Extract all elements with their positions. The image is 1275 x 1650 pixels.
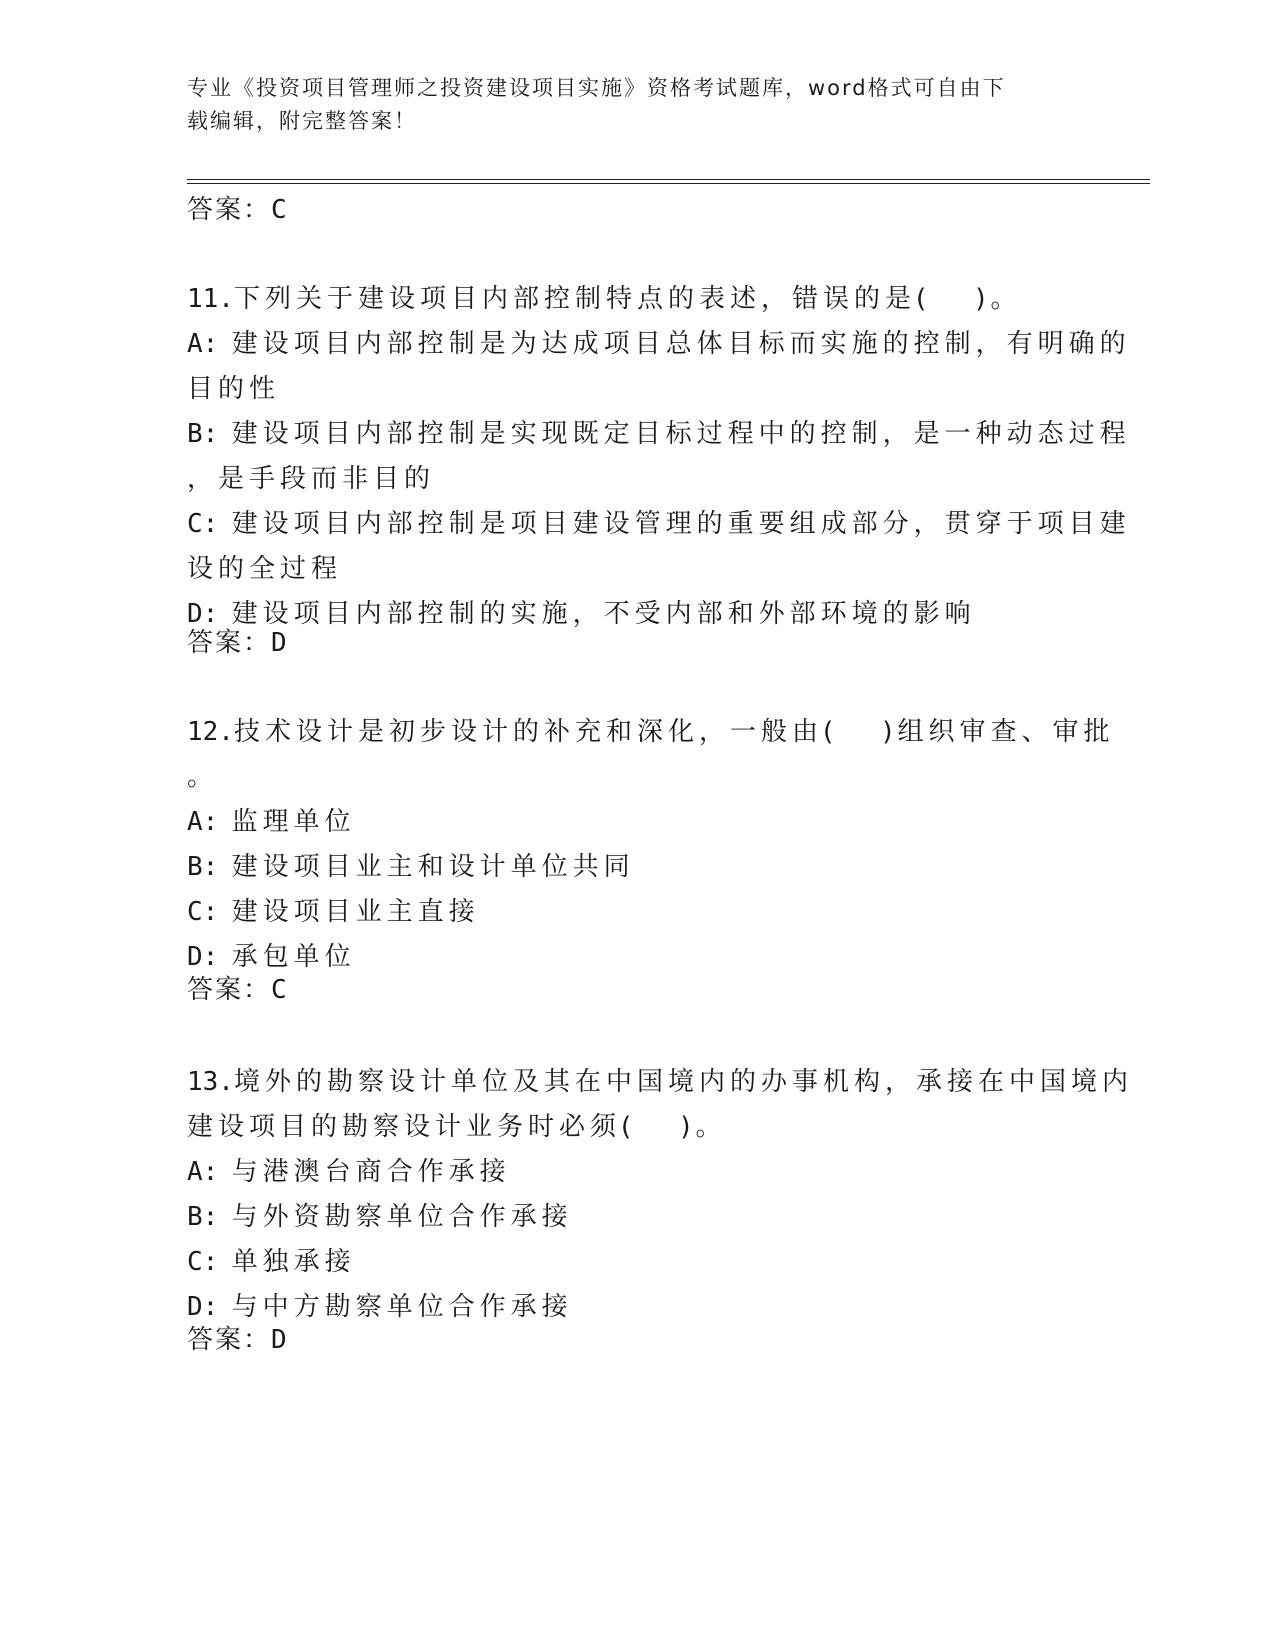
question-number: 11. — [187, 284, 234, 314]
answer-value: C — [271, 975, 289, 1005]
stem-line: 境外的勘察设计单位及其在中国境内的办事机构，承接在中国境内 — [233, 1067, 1133, 1097]
header-divider-top — [187, 179, 1150, 180]
question-stem — [187, 277, 1077, 322]
header-divider-bottom — [187, 183, 1150, 184]
stem-line: 下列关于建设项目内部控制特点的表述，错误的是( )。 — [233, 284, 1022, 314]
option-text: 建设项目内部控制的实施，不受内部和外部环境的影响 — [231, 599, 976, 629]
option-key: B: — [187, 419, 219, 449]
option-key: D: — [187, 1292, 219, 1322]
answer-value: D — [271, 1325, 289, 1355]
option-a — [187, 800, 1077, 845]
answer-12 — [187, 975, 289, 1005]
answer-label: 答案： — [187, 628, 272, 658]
option-a — [187, 1150, 1077, 1195]
option-text: 建设项目内部控制是实现既定目标过程中的控制，是一种动态过程 — [231, 419, 1131, 449]
option-d — [187, 592, 1077, 637]
option-text: 单独承接 — [231, 1247, 356, 1277]
option-text: 与港澳台商合作承接 — [231, 1157, 511, 1187]
option-key: A: — [187, 329, 219, 359]
answer-13 — [187, 1325, 289, 1355]
option-key: A: — [187, 807, 219, 837]
answer-value: D — [271, 628, 289, 658]
question-13 — [187, 1060, 1133, 1330]
option-b-cont: ，是手段而非目的 — [187, 464, 436, 494]
option-key: B: — [187, 1202, 219, 1232]
option-text: 与中方勘察单位合作承接 — [231, 1292, 573, 1322]
option-text: 建设项目业主直接 — [231, 897, 480, 927]
option-text: 承包单位 — [231, 942, 356, 972]
option-b — [187, 1195, 1077, 1240]
question-stem — [187, 1060, 1133, 1105]
question-number: 13. — [187, 1067, 234, 1097]
option-b — [187, 412, 1131, 457]
option-a — [187, 322, 1131, 367]
prev-answer — [187, 195, 289, 225]
question-stem — [187, 710, 1115, 755]
option-key: A: — [187, 1157, 219, 1187]
answer-11 — [187, 628, 289, 658]
option-a-cont: 目的性 — [187, 374, 281, 404]
option-text: 监理单位 — [231, 807, 356, 837]
option-d — [187, 935, 1077, 980]
option-c-cont: 设的全过程 — [187, 554, 343, 584]
question-12 — [187, 710, 1115, 980]
option-key: D: — [187, 599, 219, 629]
stem-line-2: 。 — [187, 762, 219, 792]
option-key: C: — [187, 509, 219, 539]
question-11 — [187, 277, 1131, 637]
document-header — [187, 72, 1067, 138]
header-line-2: 载编辑，附完整答案！ — [187, 109, 417, 133]
option-b — [187, 845, 1077, 890]
stem-line-2: 建设项目的勘察设计业务时必须( )。 — [187, 1112, 727, 1142]
option-c — [187, 1240, 1077, 1285]
option-key: D: — [187, 942, 219, 972]
answer-value: C — [271, 195, 289, 225]
option-text: 与外资勘察单位合作承接 — [231, 1202, 573, 1232]
option-key: C: — [187, 1247, 219, 1277]
header-line-1: 专业《投资项目管理师之投资建设项目实施》资格考试题库，word格式可自由下 — [187, 76, 1006, 100]
option-c — [187, 890, 1077, 935]
option-text: 建设项目内部控制是项目建设管理的重要组成部分，贯穿于项目建 — [231, 509, 1131, 539]
option-text: 建设项目业主和设计单位共同 — [231, 852, 635, 882]
question-number: 12. — [187, 717, 234, 747]
answer-label: 答案： — [187, 975, 272, 1005]
option-text: 建设项目内部控制是为达成项目总体目标而实施的控制，有明确的 — [231, 329, 1131, 359]
stem-line: 技术设计是初步设计的补充和深化，一般由( )组织审查、审批 — [233, 717, 1115, 747]
option-d — [187, 1285, 1077, 1330]
option-key: C: — [187, 897, 219, 927]
answer-label: 答案： — [187, 195, 272, 225]
option-c — [187, 502, 1131, 547]
option-key: B: — [187, 852, 219, 882]
answer-label: 答案： — [187, 1325, 272, 1355]
